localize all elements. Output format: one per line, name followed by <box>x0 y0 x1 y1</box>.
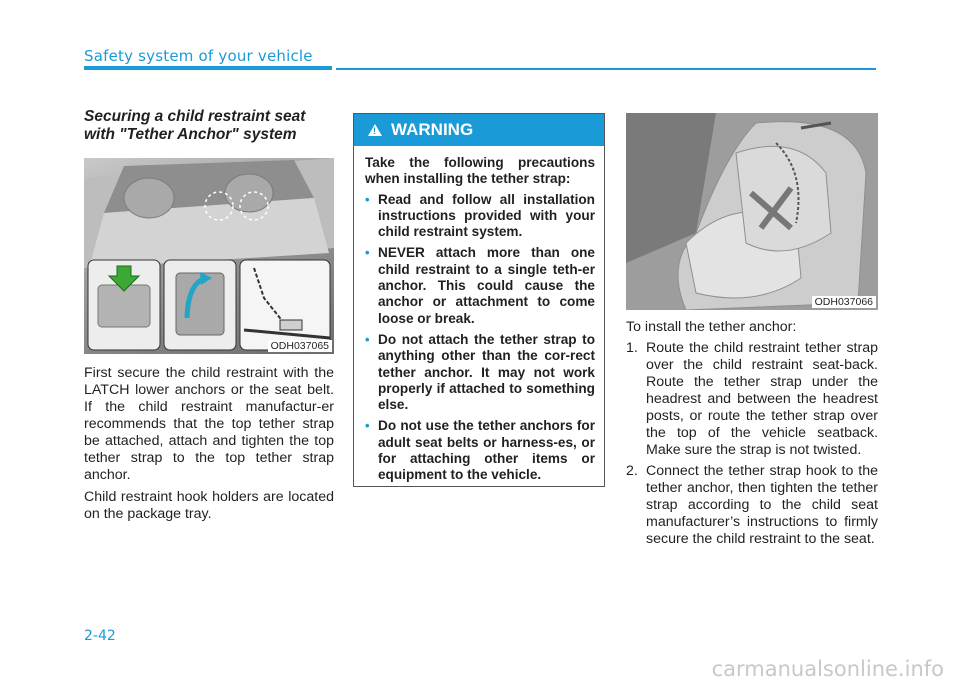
warning-title: WARNING <box>391 120 474 139</box>
child-seat-figure <box>626 113 878 310</box>
step-text: Route the child restraint tether strap over the child restraint seat-back. Route the tether strap under the headrest and between the headrest posts, or route the tether strap over the top of the vehicle seatback. Make sure the strap is not twisted. <box>646 340 878 458</box>
section-heading <box>84 108 334 144</box>
warning-body <box>354 146 604 484</box>
section-heading-line1: Securing a child restraint seat <box>84 108 306 125</box>
step-item <box>626 463 878 548</box>
warning-item-text: Read and follow all installation instructions provided with your child restraint system. <box>378 191 595 240</box>
child-seat-illustration <box>626 113 878 310</box>
body-paragraph: First secure the child restraint with the LATCH lower anchors or the seat belt. If the child restraint manufactur-er recommends that the top tether strap be attached, attach and tighten the top tether strap to the top tether strap anchor. <box>84 365 334 483</box>
package-tray-illustration <box>84 158 334 354</box>
figure-code: ODH037065 <box>268 340 332 352</box>
warning-item-text: Do not use the tether anchors for adult seat belts or harness-es, or for attaching other items or equipment to the vehicle. <box>378 418 595 483</box>
warning-icon: ! <box>368 124 382 136</box>
step-item <box>626 340 878 459</box>
right-column <box>626 113 878 548</box>
warning-item <box>365 332 595 413</box>
warning-item <box>365 418 595 483</box>
header-rule <box>336 68 876 70</box>
warning-intro: Take the following precautions when installing the tether strap: <box>365 155 595 187</box>
bullet-icon: • <box>365 191 370 207</box>
warning-item-text: NEVER attach more than one child restraint to a single teth-er anchor. This could cause the anchor or attachment to come loose or break. <box>378 245 595 326</box>
warning-item-text: Do not attach the tether strap to anything other than the cor-rect tether anchor. It may not work properly if attached to something else. <box>378 331 595 413</box>
rear-package-tray-figure <box>84 158 334 354</box>
body-paragraph: Child restraint hook holders are located on the package tray. <box>84 489 334 522</box>
step-text: Connect the tether strap hook to the tether anchor, then tighten the tether strap according to the child seat manufacturer’s instructions to firmly secure the child restraint to the seat. <box>646 463 878 547</box>
bullet-icon: • <box>365 331 370 347</box>
warning-box <box>353 113 605 487</box>
section-header: Safety system of your vehicle <box>84 47 313 65</box>
warning-item <box>365 192 595 241</box>
header-rule-accent <box>84 66 332 70</box>
section-heading-line2: with "Tether Anchor" system <box>84 126 297 143</box>
warning-item <box>365 245 595 326</box>
page-number: 2-42 <box>84 628 116 644</box>
step-number: 1. <box>626 340 638 356</box>
steps-intro: To install the tether anchor: <box>626 319 797 335</box>
watermark: carmanualsonline.info <box>711 657 944 681</box>
step-number: 2. <box>626 463 638 479</box>
figure-code: ODH037066 <box>812 296 876 308</box>
warning-header <box>354 114 604 146</box>
left-column <box>84 108 334 523</box>
bullet-icon: • <box>365 245 370 261</box>
bullet-icon: • <box>365 418 370 434</box>
